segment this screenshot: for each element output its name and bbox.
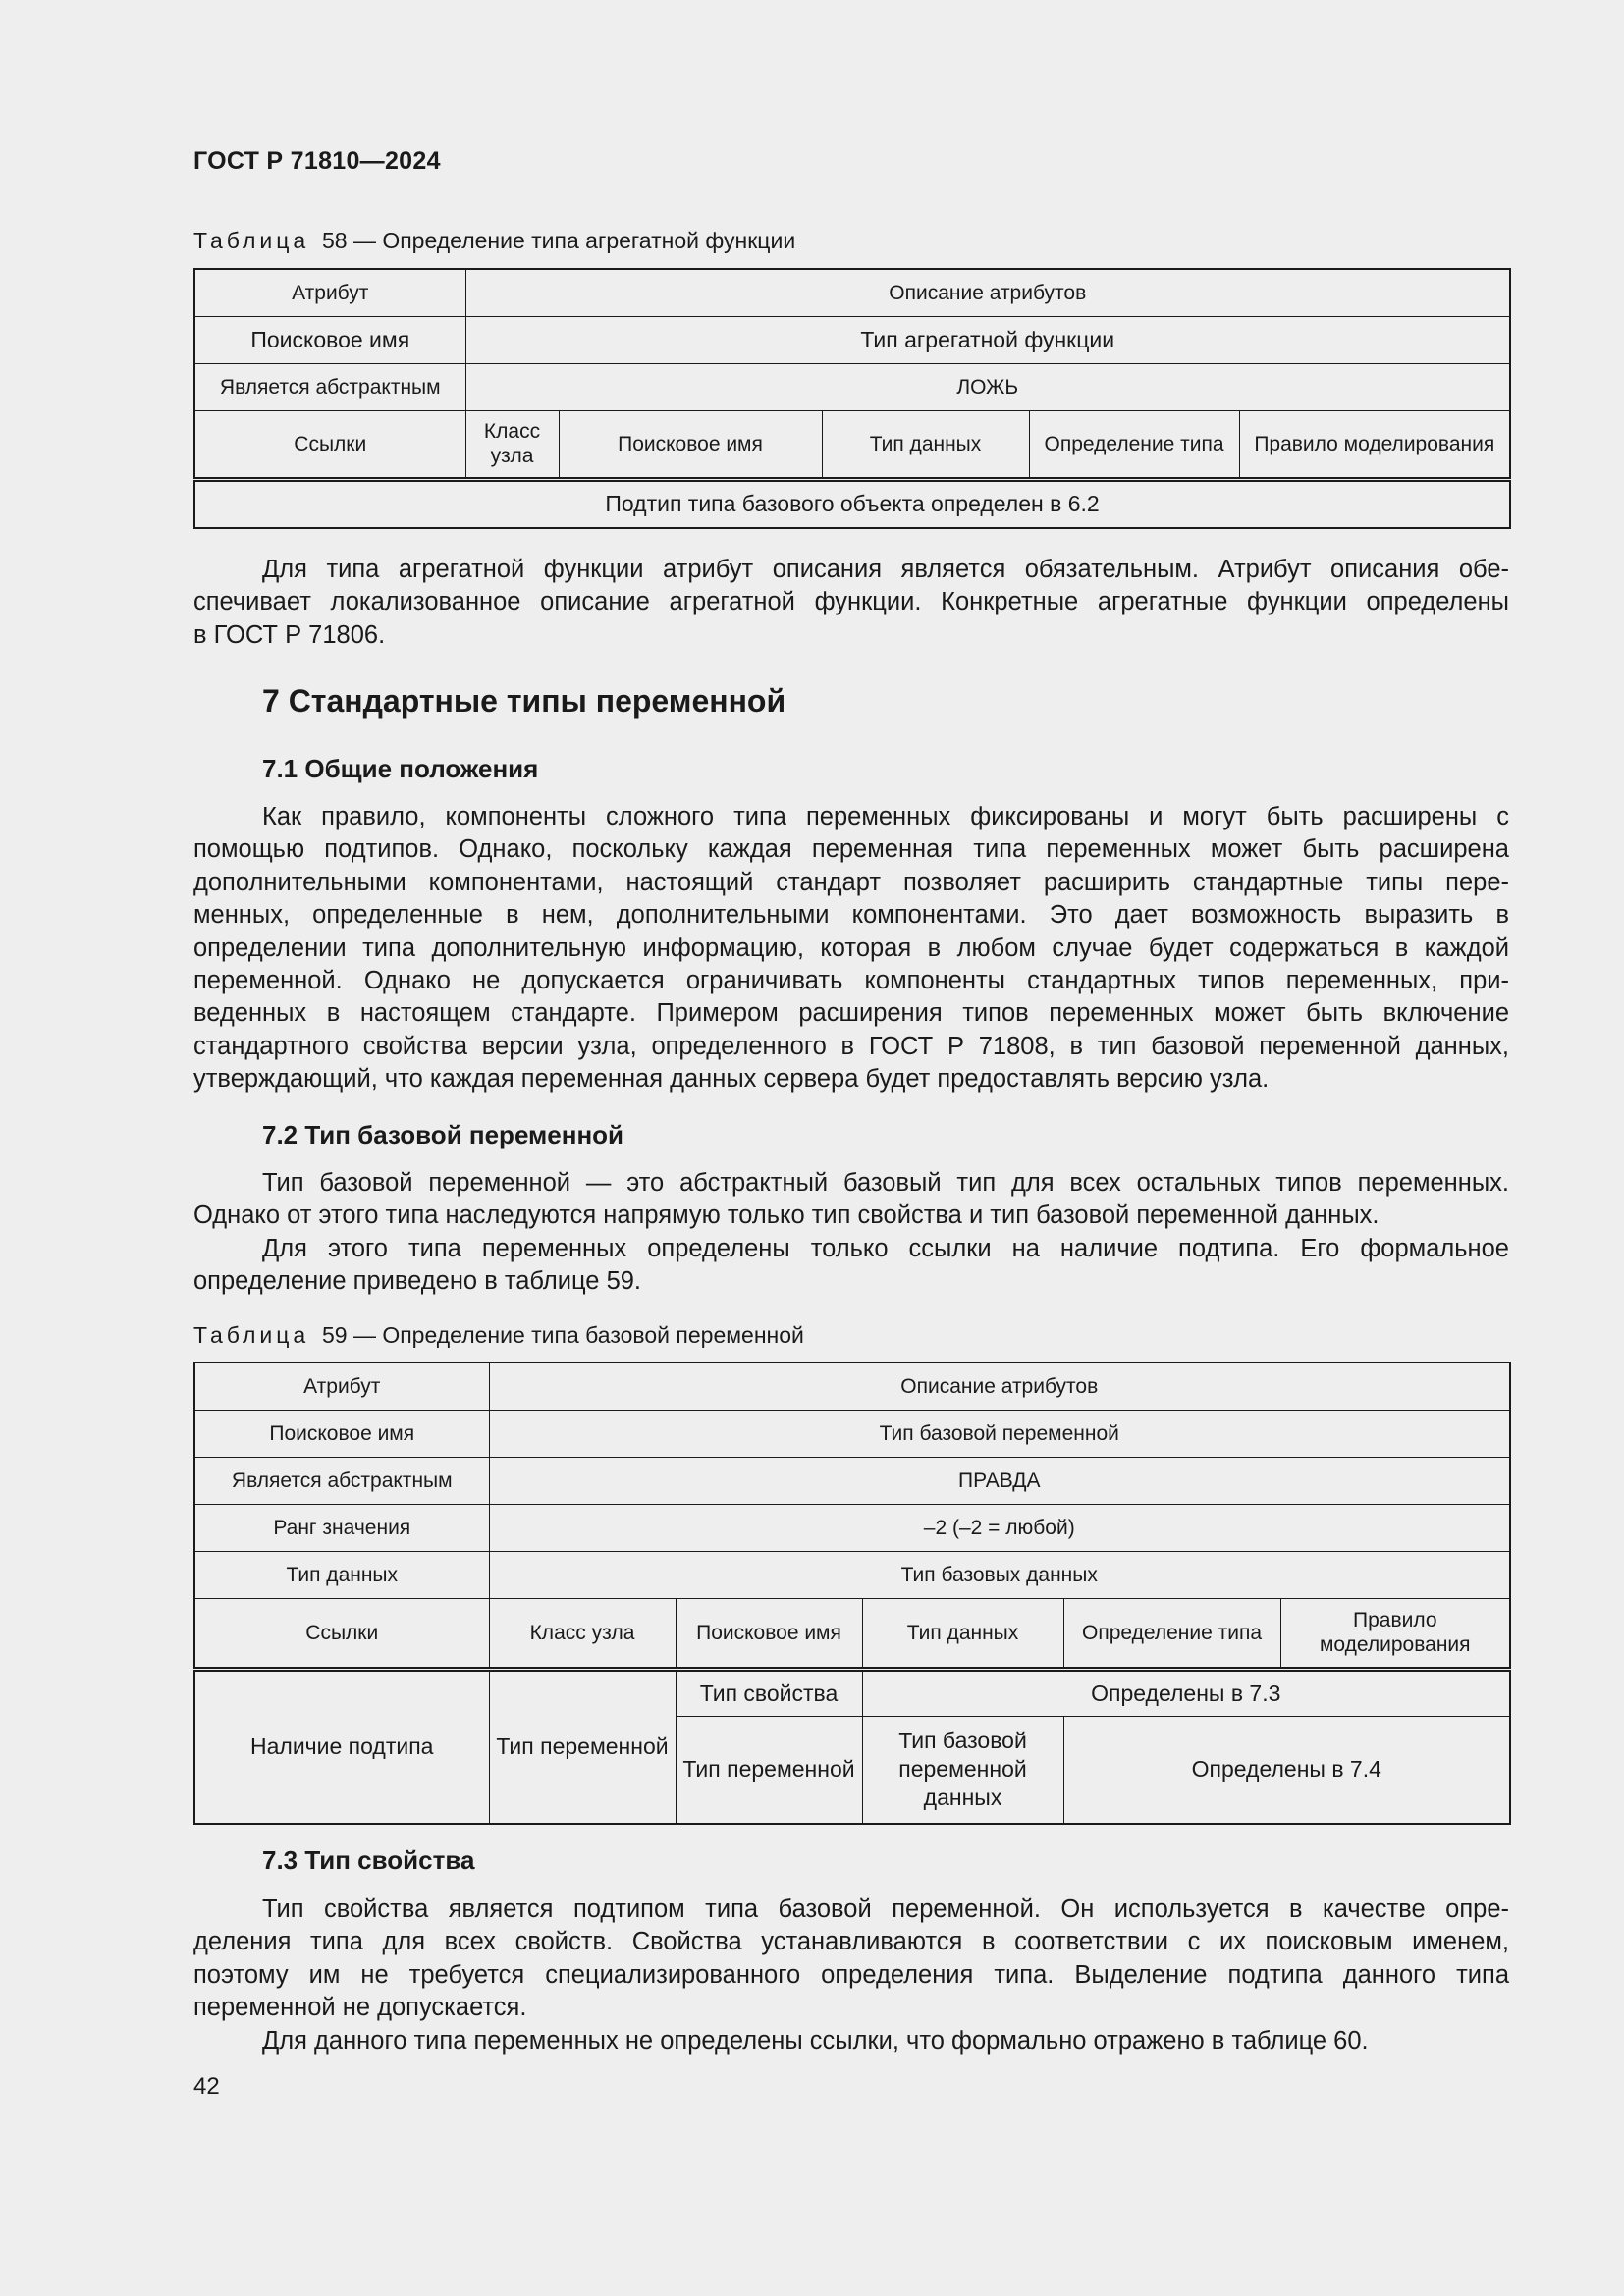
is-abstract-value: ЛОЖЬ bbox=[465, 363, 1510, 410]
text-line: веденных в настоящем стандарте. Примером расширения типов переменных может быть включение bbox=[193, 999, 1509, 1028]
data-type-value: Тип базовых данных bbox=[489, 1551, 1510, 1598]
paragraph-aggregate-description bbox=[193, 554, 1509, 652]
value-rank-value: –2 (–2 = любой) bbox=[489, 1504, 1510, 1551]
is-abstract-label: Является абстрактным bbox=[194, 1457, 489, 1504]
col-browse-name: Поисковое имя bbox=[676, 1598, 862, 1669]
col-browse-name: Поисковое имя bbox=[559, 410, 822, 479]
attribute-header: Атрибут bbox=[194, 269, 465, 316]
text-line: помощью подтипов. Однако, поскольку каждая переменная типа переменных может быть расширена bbox=[193, 835, 1509, 864]
browse-name-label: Поисковое имя bbox=[194, 1410, 489, 1457]
section-7-heading: 7 Стандартные типы переменной bbox=[262, 683, 786, 719]
node-class-value: Тип переменной bbox=[489, 1669, 676, 1824]
base-data-variable-type: Тип базовой переменной данных bbox=[862, 1716, 1063, 1824]
attribute-header: Атрибут bbox=[194, 1362, 489, 1410]
col-modelling-rule: Правило моделирования bbox=[1280, 1598, 1510, 1669]
property-type-browse-name: Тип свойства bbox=[676, 1669, 862, 1716]
text-line: стандартного свойства версии узла, определенного в ГОСТ Р 71808, в тип базовой переменной данных, bbox=[193, 1032, 1509, 1060]
document-header: ГОСТ Р 71810—2024 bbox=[193, 147, 441, 175]
subtype-note: Подтип типа базового объекта определен в 6.2 bbox=[194, 479, 1510, 528]
text-line: Однако от этого типа наследуются напрямую только тип свойства и тип базовой переменной данных. bbox=[193, 1201, 1380, 1230]
text-line: Для данного типа переменных не определены ссылки, что формально отражено в таблице 60. bbox=[262, 2026, 1369, 2055]
table-58-caption bbox=[193, 228, 795, 254]
text-line: Тип базовой переменной — это абстрактный базовый тип для всех остальных типов переменных. bbox=[262, 1169, 1509, 1197]
paragraph-base-variable bbox=[193, 1167, 1509, 1299]
section-7-1-heading: 7.1 Общие положения bbox=[262, 754, 539, 783]
property-type-defined: Определены в 7.3 bbox=[862, 1669, 1510, 1716]
text-line: определении типа дополнительную информацию, которая в любом случае будет содержаться в каждой bbox=[193, 934, 1509, 962]
is-abstract-label: Является абстрактным bbox=[194, 363, 465, 410]
col-data-type: Тип данных bbox=[862, 1598, 1063, 1669]
variable-type-browse-name: Тип переменной bbox=[676, 1716, 862, 1824]
is-abstract-value: ПРАВДА bbox=[489, 1457, 1510, 1504]
text-line: Как правило, компоненты сложного типа переменных фиксированы и могут быть расширены с bbox=[262, 803, 1509, 830]
section-7-3-heading: 7.3 Тип свойства bbox=[262, 1845, 475, 1875]
table-caption-prefix: Таблица bbox=[193, 1322, 310, 1348]
references-label: Ссылки bbox=[194, 1598, 489, 1669]
text-line: переменной. Однако не допускается ограничивать компоненты стандартных типов переменных, при- bbox=[193, 967, 1509, 995]
paragraph-property-type bbox=[193, 1894, 1509, 2057]
text-line: Тип свойства является подтипом типа базовой переменной. Он используется в качестве опре- bbox=[262, 1896, 1509, 1923]
text-line: спечивает локализованное описание агрегатной функции. Конкретные агрегатные функции определены bbox=[193, 588, 1509, 616]
col-node-class: Класс узла bbox=[489, 1598, 676, 1669]
browse-name-label: Поисковое имя bbox=[194, 316, 465, 363]
text-line: утверждающий, что каждая переменная данных сервера будет предоставлять версию узла. bbox=[193, 1065, 1270, 1094]
col-type-definition: Определение типа bbox=[1029, 410, 1239, 479]
text-line: поэтому им не требуется специализированного определения типа. Выделение подтипа данного типа bbox=[193, 1960, 1509, 1989]
data-type-label: Тип данных bbox=[194, 1551, 489, 1598]
table-caption-text: 58 — Определение типа агрегатной функции bbox=[321, 228, 796, 253]
browse-name-value: Тип базовой переменной bbox=[489, 1410, 1510, 1457]
text-line: дополнительными компонентами, настоящий стандарт позволяет расширить стандартные типы пере- bbox=[193, 868, 1509, 896]
table-58 bbox=[193, 268, 1511, 529]
text-line: менных, определенные в нем, дополнительными компонентами. Это дает возможность выразить в bbox=[193, 901, 1509, 930]
col-node-class: Класс узла bbox=[465, 410, 559, 479]
text-line: деления типа для всех свойств. Свойства устанавливаются в соответствии с их поисковым именем, bbox=[193, 1928, 1509, 1956]
col-type-definition: Определение типа bbox=[1063, 1598, 1280, 1669]
value-rank-label: Ранг значения bbox=[194, 1504, 489, 1551]
text-line: в ГОСТ Р 71806. bbox=[193, 620, 386, 649]
col-modelling-rule: Правило моделирования bbox=[1239, 410, 1510, 479]
paragraph-general bbox=[193, 801, 1509, 1096]
table-caption-text: 59 — Определение типа базовой переменной bbox=[321, 1322, 804, 1348]
page-number: 42 bbox=[193, 2073, 220, 2100]
text-line: определение приведено в таблице 59. bbox=[193, 1267, 642, 1296]
browse-name-value: Тип агрегатной функции bbox=[465, 316, 1510, 363]
section-7-2-heading: 7.2 Тип базовой переменной bbox=[262, 1120, 624, 1149]
text-line: Для типа агрегатной функции атрибут описания является обязательным. Атрибут описания обе- bbox=[262, 556, 1509, 583]
has-subtype-label: Наличие подтипа bbox=[194, 1669, 489, 1824]
table-59 bbox=[193, 1362, 1511, 1825]
col-data-type: Тип данных bbox=[822, 410, 1029, 479]
references-label: Ссылки bbox=[194, 410, 465, 479]
table-59-caption bbox=[193, 1322, 804, 1349]
description-header: Описание атрибутов bbox=[489, 1362, 1510, 1410]
text-line: Для этого типа переменных определены только ссылки на наличие подтипа. Его формальное bbox=[262, 1234, 1509, 1262]
description-header: Описание атрибутов bbox=[465, 269, 1510, 316]
text-line: переменной не допускается. bbox=[193, 1994, 527, 2022]
base-data-variable-defined: Определены в 7.4 bbox=[1063, 1716, 1510, 1824]
table-caption-prefix: Таблица bbox=[193, 228, 310, 253]
